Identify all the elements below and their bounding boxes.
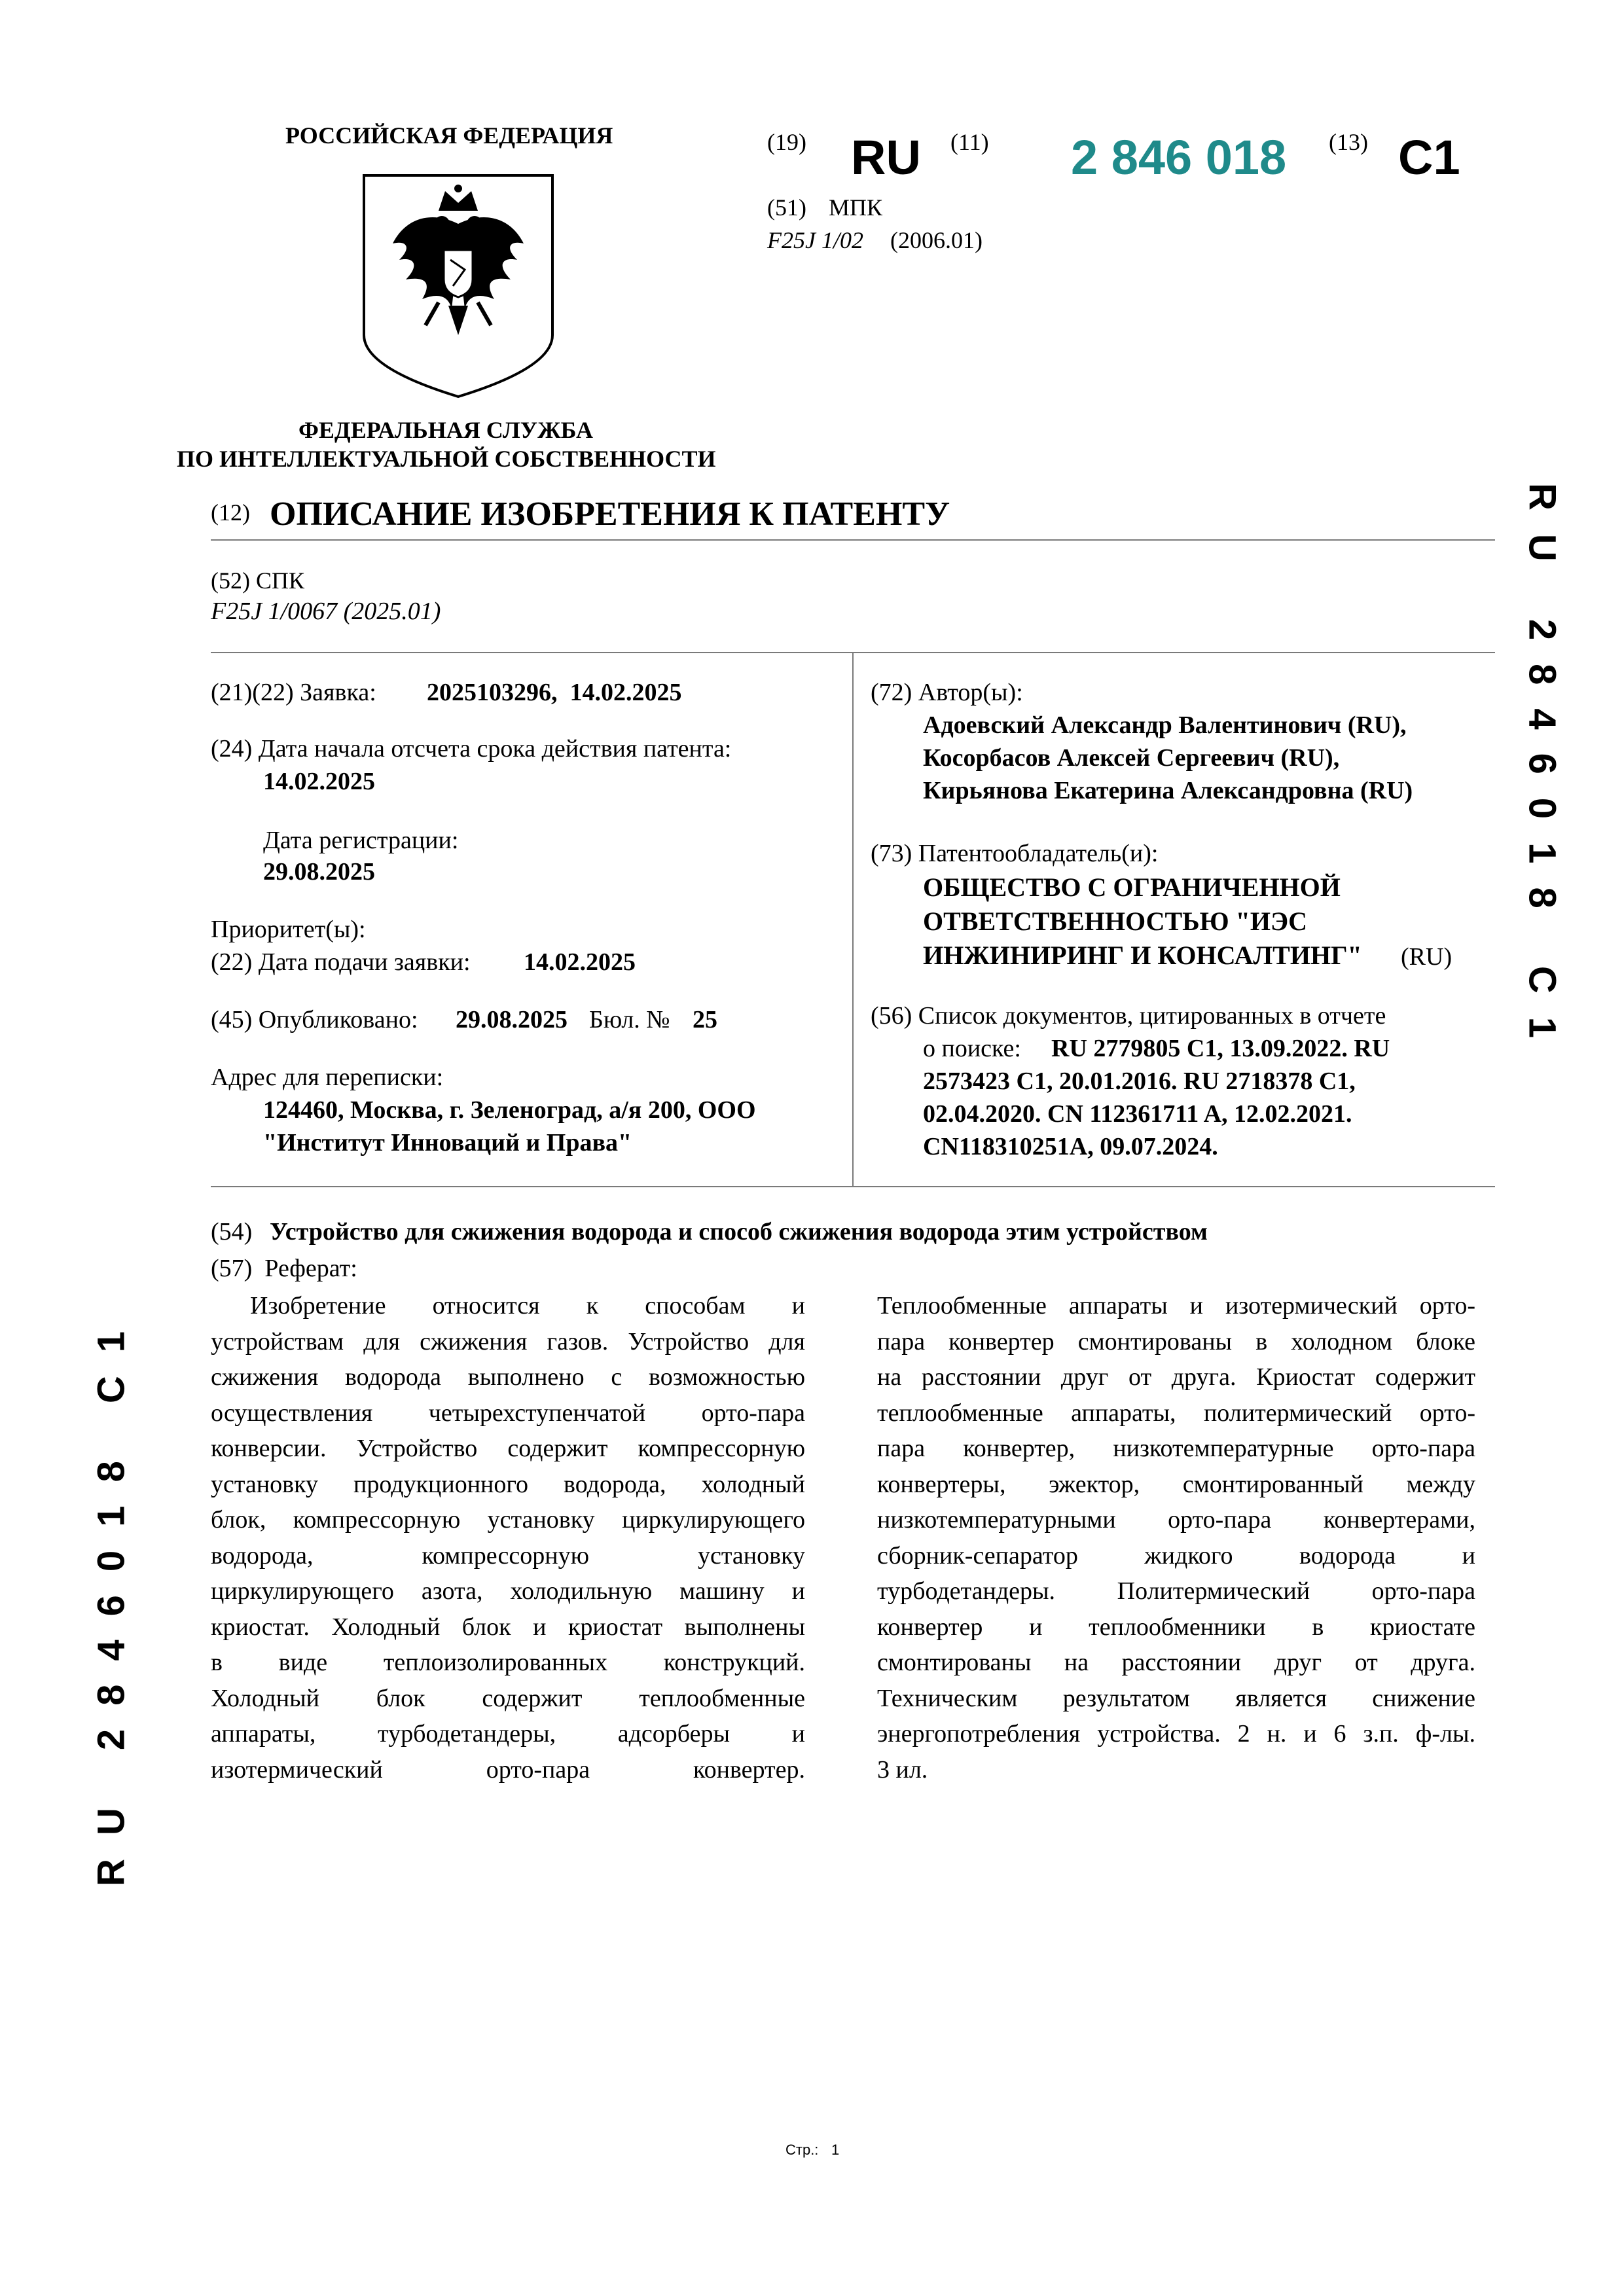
author-3: Кирьянова Екатерина Александровна (RU) [923,777,1413,804]
start-date-label: (24) Дата начала отсчета срока действия патента: [211,735,732,762]
ipc-class: F25J 1/02 [767,227,863,253]
published-value: 29.08.2025 [456,1006,568,1033]
application-value: 2025103296, 14.02.2025 [427,679,682,706]
abstract-line: смонтированы на расстоянии друг от друга. [877,1649,1475,1676]
ipc-label: МПК [829,194,883,221]
address-label: Адрес для переписки: [211,1064,444,1091]
holder-label: (73) Патентообладатель(и): [871,840,1159,867]
holder-line-1: ОБЩЕСТВО С ОГРАНИЧЕННОЙ [923,872,1341,902]
inid-code-11: (11) [950,129,989,155]
abstract-line: сборник-сепаратор жидкого водорода и [877,1541,1475,1570]
filing-value: 14.02.2025 [524,948,636,976]
side-code-left: RU 2846018 C1 [90,1308,133,1886]
citation-line-4: CN118310251A, 09.07.2024. [923,1133,1218,1160]
citation-line-2: 2573423 C1, 20.01.2016. RU 2718378 C1, [923,1067,1356,1095]
abstract-line: Техническим результатом является снижение [877,1684,1475,1712]
inid-code-12: (12) [211,499,250,526]
citations-label: (56) Список документов, цитированных в отчете [871,1002,1386,1030]
abstract-line: осуществления четырехступенчатой орто-пара [211,1399,805,1427]
abstract-line: низкотемпературными орто-пара конвертерами, [877,1506,1475,1534]
abstract-label: (57) Реферат: [211,1255,357,1282]
abstract-line: теплообменные аппараты, политермический орто- [877,1399,1475,1427]
abstract-line: установку продукционного водорода, холодный [211,1470,805,1498]
abstract-line: в виде теплоизолированных конструкций. [211,1649,805,1676]
citation-line-1: RU 2779805 C1, 13.09.2022. RU [1051,1035,1390,1062]
bulletin-label: Бюл. № [589,1006,670,1033]
country-code: RU [851,130,921,185]
published-label: (45) Опубликовано: [211,1006,418,1033]
abstract-right-column [877,1288,1475,1787]
kind-code: C1 [1398,130,1460,185]
cpc-value: F25J 1/0067 (2025.01) [211,598,441,625]
registration-value: 29.08.2025 [263,858,375,886]
abstract-line: блок, компрессорную установку циркулирующего [211,1506,805,1534]
abstract-line: Теплообменные аппараты и изотермический орто- [877,1292,1475,1319]
abstract-line: сжижения водорода выполнено с возможностью [211,1363,805,1391]
inid-code-13: (13) [1329,129,1368,155]
agency-line-2: ПО ИНТЕЛЛЕКТУАЛЬНОЙ СОБСТВЕННОСТИ [177,446,716,472]
address-line-1: 124460, Москва, г. Зеленоград, а/я 200, ООО [263,1096,756,1124]
citation-line-3: 02.04.2020. CN 112361711 A, 12.02.2021. [923,1100,1352,1128]
application-label: (21)(22) Заявка: [211,679,376,706]
priority-label: Приоритет(ы): [211,916,366,943]
ipc-date: (2006.01) [890,227,983,253]
abstract-line: циркулирующего азота, холодильную машину и [211,1577,805,1605]
abstract-line: 3 ил. [877,1755,928,1784]
abstract-line: Изобретение относится к способам и [250,1292,805,1319]
divider-biblio [211,1186,1495,1187]
abstract-line: Холодный блок содержит теплообменные [211,1684,805,1712]
abstract-line: на расстоянии друг от друга. Криостат содержит [877,1363,1475,1391]
address-line-2: "Институт Инноваций и Права" [263,1129,632,1157]
abstract-line: изотермический орто-пара конвертер. [211,1755,805,1784]
cpc-label: (52) СПК [211,567,304,594]
side-code-right: RU 2846018 C1 [1521,483,1564,1062]
start-date-value: 14.02.2025 [263,768,375,795]
divider-title [211,539,1495,541]
abstract-line: криостат. Холодный блок и криостат выполнены [211,1613,805,1641]
agency-line-1: ФЕДЕРАЛЬНАЯ СЛУЖБА [298,417,593,443]
abstract-line: пара конвертер смонтированы в холодном блоке [877,1327,1475,1355]
document-title: ОПИСАНИЕ ИЗОБРЕТЕНИЯ К ПАТЕНТУ [270,495,950,533]
column-divider [852,653,854,1186]
invention-title: Устройство для сжижения водорода и способ сжижения водорода этим устройством [270,1218,1208,1246]
filing-label: (22) Дата подачи заявки: [211,948,471,976]
author-2: Косорбасов Алексей Сергеевич (RU), [923,744,1340,772]
inid-code-51: (51) [767,194,806,221]
holder-country: (RU) [1401,943,1453,971]
inid-code-19: (19) [767,129,806,155]
holder-line-2: ОТВЕТСТВЕННОСТЬЮ "ИЭС [923,906,1307,936]
authors-label: (72) Автор(ы): [871,679,1023,706]
abstract-left-column [211,1288,805,1787]
author-1: Адоевский Александр Валентинович (RU), [923,711,1407,739]
bulletin-value: 25 [693,1006,717,1033]
inid-code-54: (54) [211,1218,253,1246]
coat-of-arms-emblem [360,171,556,401]
abstract-line: конвертер и теплообменники в криостате [877,1613,1475,1641]
abstract-line: водорода, компрессорную установку [211,1541,805,1570]
abstract-line: пара конвертер, низкотемпературные орто-пара [877,1435,1475,1462]
citations-prefix: о поиске: [923,1035,1021,1062]
abstract-line: устройствам для сжижения газов. Устройство для [211,1327,805,1355]
holder-line-3: ИНЖИНИРИНГ И КОНСАЛТИНГ" [923,941,1362,970]
page-label: Стр.: [785,2142,819,2158]
registration-label: Дата регистрации: [263,827,459,854]
patent-number: 2 846 018 [1071,130,1287,185]
abstract-line: энергопотребления устройства. 2 н. и 6 з.п. ф-лы. [877,1720,1475,1748]
abstract-line: конверсии. Устройство содержит компрессорную [211,1435,805,1462]
country-name: РОССИЙСКАЯ ФЕДЕРАЦИЯ [285,122,613,149]
page-number: 1 [831,2142,840,2158]
abstract-line: конвертеры, эжектор, смонтированный между [877,1470,1475,1498]
abstract-line: аппараты, турбодетандеры, адсорберы и [211,1720,805,1748]
abstract-line: турбодетандеры. Политермический орто-пара [877,1577,1475,1605]
